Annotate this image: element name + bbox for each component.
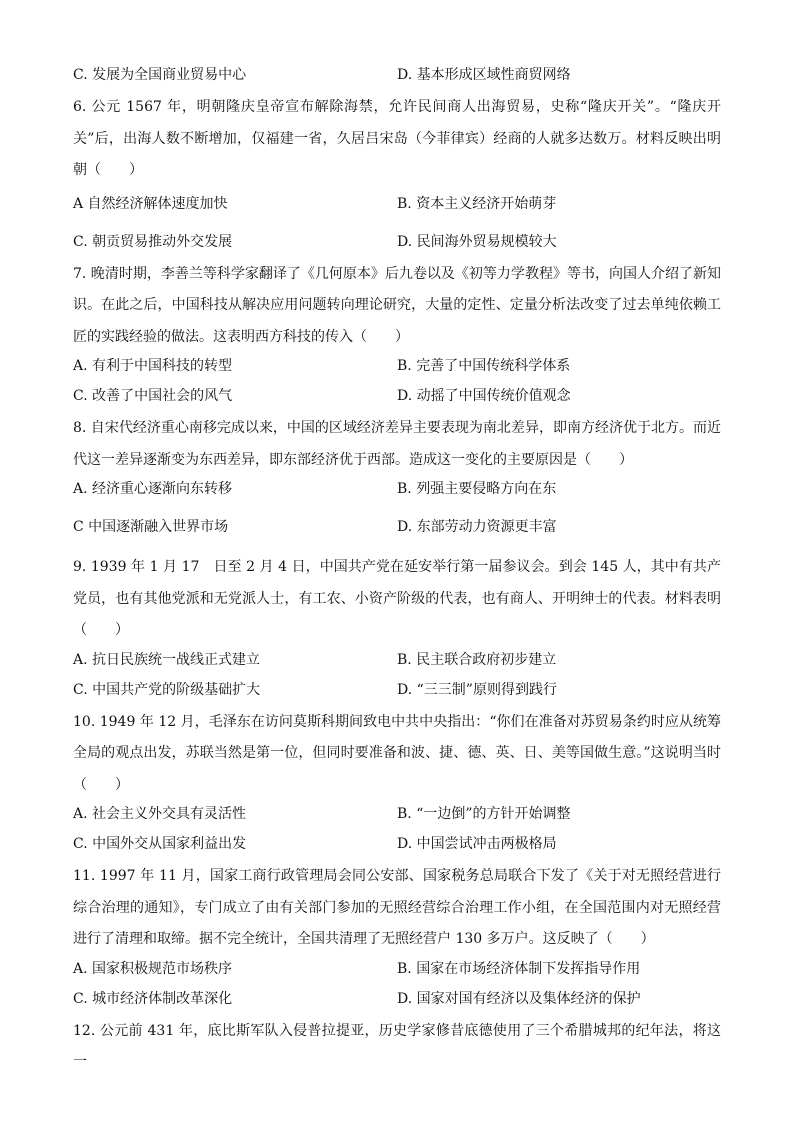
q6-option-b[interactable]: B. 资本主义经济开始萌芽: [397, 195, 557, 212]
q9-stem: 9. 1939 年 1 月 17 日至 2 月 4 日，中国共产党在延安举行第一届参议会。到会 145 人，其中有共产党员，也有其他党派和无党派人士，有工农、小资产阶级的代表，也有商人、开明绅士的代表。材料表明（ ）: [73, 559, 721, 638]
exam-page: [73, 62, 721, 1079]
q9-options-ab: [73, 647, 721, 673]
q9-option-c[interactable]: C. 中国共产党的阶级基础扩大: [73, 681, 261, 698]
q6-option-c[interactable]: C. 朝贡贸易推动外交发展: [73, 233, 233, 250]
q9-option-b[interactable]: B. 民主联合政府初步建立: [397, 651, 557, 668]
q7-options-cd: [73, 383, 721, 409]
q8-options-ab: [73, 476, 721, 502]
q7-options-ab: [73, 353, 721, 379]
q8-option-c[interactable]: C 中国逐渐融入世界市场: [73, 519, 229, 535]
q11-option-a[interactable]: A. 国家积极规范市场秩序: [73, 960, 233, 977]
q8-option-b[interactable]: B. 列强主要侵略方向在东: [397, 481, 557, 497]
q10-option-a[interactable]: A. 社会主义外交具有灵活性: [73, 806, 247, 822]
q11-option-b[interactable]: B. 国家在市场经济体制下发挥指导作用: [397, 960, 641, 977]
q5-option-d[interactable]: D. 基本形成区域性商贸网络: [397, 67, 571, 83]
q6-options-ab: [73, 191, 721, 217]
q6-option-d[interactable]: D. 民间海外贸易规模较大: [397, 233, 557, 250]
q7-option-d[interactable]: D. 动摇了中国传统价值观念: [397, 388, 571, 404]
q5-options-cd: [73, 62, 721, 88]
q11-option-c[interactable]: C. 城市经济体制改革深化: [73, 990, 233, 1007]
q8-option-a[interactable]: A. 经济重心逐渐向东转移: [73, 481, 233, 497]
q6-stem: 6. 公元 1567 年，明朝隆庆皇帝宣布解除海禁，允许民间商人出海贸易，史称“隆庆开关”。“隆庆开关”后，出海人数不断增加，仅福建一省，久居吕宋岛（今菲律宾）经商的人就多达数万。材料反映出明朝（ ）: [73, 99, 721, 178]
q10-option-d[interactable]: D. 中国尝试冲击两极格局: [397, 836, 557, 852]
q9-option-d[interactable]: D. “三三制”原则得到践行: [397, 681, 557, 698]
q8-options-cd: [73, 514, 721, 540]
q12-stem: 12. 公元前 431 年，底比斯军队入侵普拉提亚，历史学家修昔底德使用了三个希腊城邦的纪年法，将这一: [73, 1022, 721, 1070]
q10-option-b[interactable]: B. “一边倒”的方针开始调整: [397, 806, 571, 822]
q9-option-a[interactable]: A. 抗日民族统一战线正式建立: [73, 651, 261, 668]
q11-stem: 11. 1997 年 11 月，国家工商行政管理局会同公安部、国家税务总局联合下发了《关于对无照经营进行综合治理的通知》，专门成立了由有关部门参加的无照经营综合治理工作小组，在全国范围内对无照经营进行了清理和取缔。据不完全统计，全国共清理了无照经营户 130 多万户。这反映了（ ）: [73, 868, 721, 947]
q6-options-cd: [73, 229, 721, 255]
q11-options-cd: [73, 986, 721, 1012]
q10-option-c[interactable]: C. 中国外交从国家利益出发: [73, 836, 247, 852]
q10-options-ab: [73, 801, 721, 827]
q11-options-ab: [73, 956, 721, 982]
q9-options-cd: [73, 677, 721, 703]
q5-option-c[interactable]: C. 发展为全国商业贸易中心: [73, 67, 247, 83]
q8-option-d[interactable]: D. 东部劳动力资源更丰富: [397, 519, 557, 535]
q7-stem: 7. 晚清时期，李善兰等科学家翻译了《几何原本》后九卷以及《初等力学教程》等书，向国人介绍了新知识。在此之后，中国科技从解决应用问题转向理论研究，大量的定性、定量分析法改变了过去单纯依赖工匠的实践经验的做法。这表明西方科技的传入（ ）: [73, 265, 721, 345]
q11-option-d[interactable]: D. 国家对国有经济以及集体经济的保护: [397, 990, 641, 1007]
q8-stem: 8. 自宋代经济重心南移完成以来，中国的区域经济差异主要表现为南北差异，即南方经济优于北方。而近代这一差异逐渐变为东西差异，即东部经济优于西部。造成这一变化的主要原因是（ ）: [73, 420, 721, 468]
q10-options-cd: [73, 831, 721, 857]
q10-stem: 10. 1949 年 12 月，毛泽东在访问莫斯科期间致电中共中央指出：“你们在准备对苏贸易条约时应从统筹全局的观点出发，苏联当然是第一位，但同时要准备和波、捷、德、英、日、美等国做生意。”这说明当时（ ）: [73, 713, 721, 793]
q7-option-c[interactable]: C. 改善了中国社会的风气: [73, 388, 233, 404]
q7-option-b[interactable]: B. 完善了中国传统科学体系: [397, 358, 571, 374]
q7-option-a[interactable]: A. 有利于中国科技的转型: [73, 358, 233, 374]
q6-option-a[interactable]: A 自然经济解体速度加快: [73, 195, 228, 212]
